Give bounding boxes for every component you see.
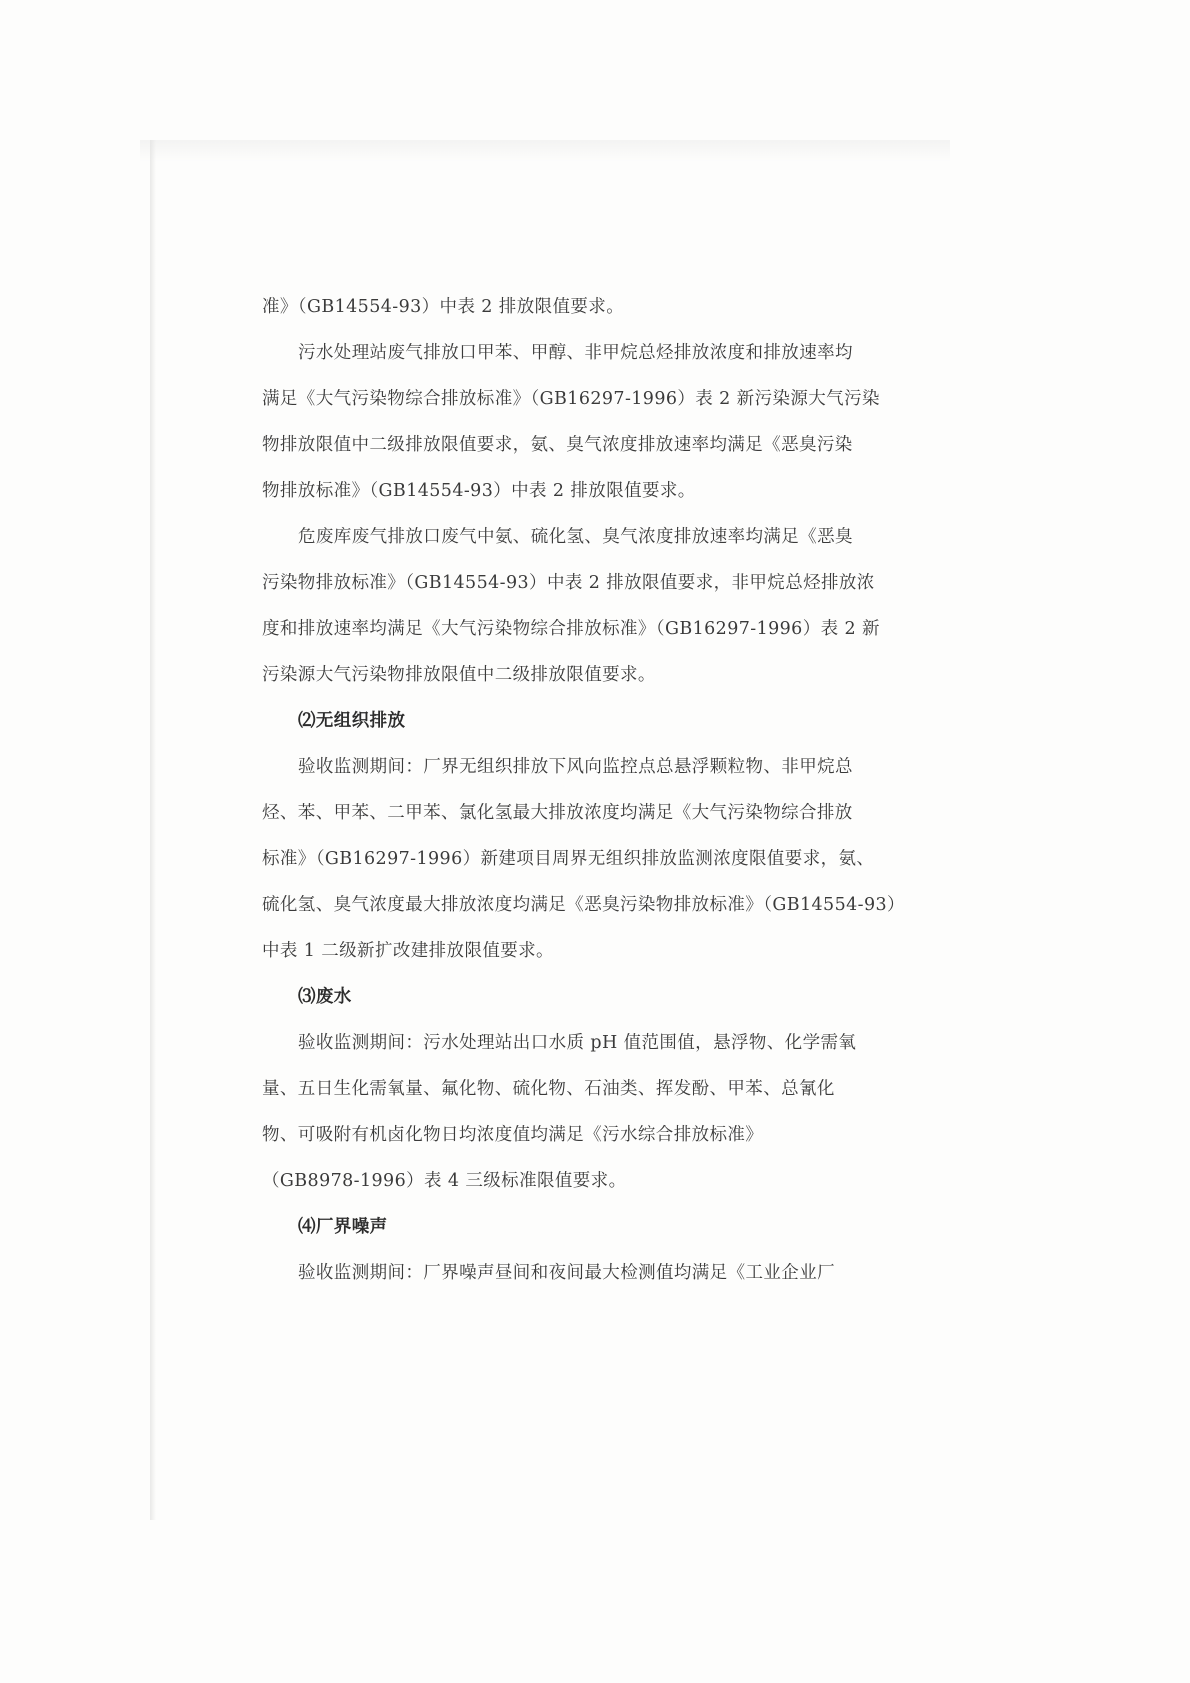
section-heading-boundary-noise: ⑷厂界噪声 (298, 1217, 388, 1237)
paragraph-line: 硫化氢、臭气浓度最大排放浓度均满足《恶臭污染物排放标准》（GB14554-93） (262, 895, 905, 915)
paragraph-line: 验收监测期间：污水处理站出口水质 pH 值范围值，悬浮物、化学需氧 (298, 1033, 857, 1053)
paragraph-line: （GB8978-1996）表 4 三级标准限值要求。 (262, 1171, 627, 1191)
paragraph-line: 中表 1 二级新扩改建排放限值要求。 (262, 941, 554, 961)
section-heading-fugitive-emission: ⑵无组织排放 (298, 711, 406, 731)
paragraph-line: 污染源大气污染物排放限值中二级排放限值要求。 (262, 665, 656, 685)
section-heading-wastewater: ⑶废水 (298, 987, 352, 1007)
paragraph-line: 物排放限值中二级排放限值要求，氨、臭气浓度排放速率均满足《恶臭污染 (262, 435, 853, 455)
document-body (262, 284, 952, 1296)
paragraph-line: 满足《大气污染物综合排放标准》（GB16297-1996）表 2 新污染源大气污染 (262, 389, 880, 409)
paragraph-line: 危废库废气排放口废气中氨、硫化氢、臭气浓度排放速率均满足《恶臭 (298, 527, 853, 547)
paragraph-line: 准》（GB14554-93）中表 2 排放限值要求。 (262, 297, 625, 317)
paragraph-line: 物排放标准》（GB14554-93）中表 2 排放限值要求。 (262, 481, 696, 501)
paragraph-line: 验收监测期间：厂界无组织排放下风向监控点总悬浮颗粒物、非甲烷总 (298, 757, 853, 777)
scan-shadow-top (140, 140, 950, 162)
paragraph-line: 污染物排放标准》（GB14554-93）中表 2 排放限值要求，非甲烷总烃排放浓 (262, 573, 875, 593)
paragraph-line: 量、五日生化需氧量、氟化物、硫化物、石油类、挥发酚、甲苯、总氰化 (262, 1079, 835, 1099)
scan-shadow-left (150, 140, 156, 1520)
paragraph-line: 物、可吸附有机卤化物日均浓度值均满足《污水综合排放标准》 (262, 1125, 764, 1145)
paragraph-line: 验收监测期间：厂界噪声昼间和夜间最大检测值均满足《工业企业厂 (298, 1263, 835, 1283)
paragraph-line: 污水处理站废气排放口甲苯、甲醇、非甲烷总烃排放浓度和排放速率均 (298, 343, 853, 363)
paragraph-line: 标准》（GB16297-1996）新建项目周界无组织排放监测浓度限值要求，氨、 (262, 849, 875, 869)
paragraph-line: 烃、苯、甲苯、二甲苯、氯化氢最大排放浓度均满足《大气污染物综合排放 (262, 803, 853, 823)
paragraph-line: 度和排放速率均满足《大气污染物综合排放标准》（GB16297-1996）表 2 新 (262, 619, 880, 639)
